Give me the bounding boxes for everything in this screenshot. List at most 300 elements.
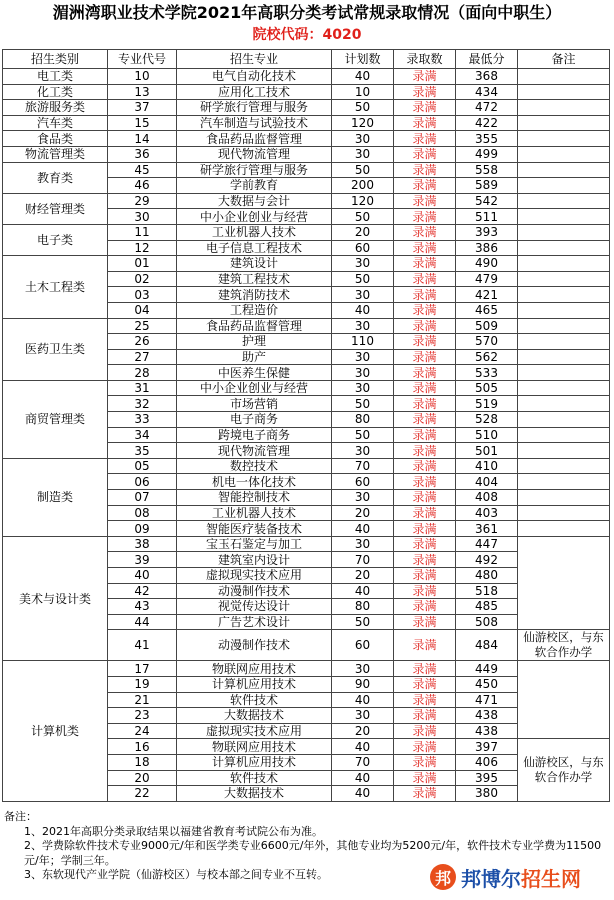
note-cell [518,458,610,474]
header-category: 招生类别 [3,50,108,69]
header-plan: 计划数 [332,50,394,69]
major-name-cell: 工业机器人技术 [177,224,332,240]
note-cell [518,380,610,396]
min-score-cell: 570 [456,334,518,350]
major-name-cell: 大数据技术 [177,786,332,802]
major-name-cell: 中医养生保健 [177,365,332,381]
major-code-cell: 25 [108,318,177,334]
major-code-cell: 40 [108,568,177,584]
major-name-cell: 现代物流管理 [177,443,332,459]
header-major: 招生专业 [177,50,332,69]
major-code-cell: 32 [108,396,177,412]
plan-count-cell: 30 [332,349,394,365]
major-name-cell: 食品药品监督管理 [177,131,332,147]
status-cell: 录满 [394,614,456,630]
status-cell: 录满 [394,552,456,568]
status-cell: 录满 [394,474,456,490]
plan-count-cell: 50 [332,162,394,178]
min-score-cell: 518 [456,583,518,599]
major-code-cell: 20 [108,770,177,786]
plan-count-cell: 50 [332,427,394,443]
plan-count-cell: 60 [332,630,394,661]
plan-count-cell: 40 [332,69,394,85]
major-name-cell: 建筑消防技术 [177,287,332,303]
note-cell [518,427,610,443]
status-cell: 录满 [394,365,456,381]
major-code-cell: 24 [108,723,177,739]
major-name-cell: 动漫制作技术 [177,630,332,661]
note-cell [518,334,610,350]
major-code-cell: 38 [108,536,177,552]
plan-count-cell: 50 [332,209,394,225]
plan-count-cell: 40 [332,770,394,786]
plan-count-cell: 40 [332,521,394,537]
min-score-cell: 505 [456,380,518,396]
plan-count-cell: 30 [332,287,394,303]
min-score-cell: 484 [456,630,518,661]
header-status: 录取数 [394,50,456,69]
min-score-cell: 465 [456,302,518,318]
min-score-cell: 421 [456,287,518,303]
major-name-cell: 广告艺术设计 [177,614,332,630]
major-code-cell: 31 [108,380,177,396]
note-cell [518,256,610,272]
status-cell: 录满 [394,84,456,100]
status-cell: 录满 [394,521,456,537]
major-name-cell: 电子信息工程技术 [177,240,332,256]
major-name-cell: 机电一体化技术 [177,474,332,490]
min-score-cell: 528 [456,412,518,428]
status-cell: 录满 [394,536,456,552]
status-cell: 录满 [394,271,456,287]
brand-text: 邦博尔招生网 [461,866,581,891]
major-name-cell: 中小企业创业与经营 [177,209,332,225]
plan-count-cell: 40 [332,583,394,599]
min-score-cell: 393 [456,224,518,240]
major-name-cell: 工业机器人技术 [177,505,332,521]
category-cell: 旅游服务类 [3,100,108,116]
plan-count-cell: 120 [332,193,394,209]
status-cell: 录满 [394,256,456,272]
major-code-cell: 13 [108,84,177,100]
major-code-cell: 39 [108,552,177,568]
status-cell: 录满 [394,661,456,677]
plan-count-cell: 90 [332,676,394,692]
plan-count-cell: 30 [332,708,394,724]
major-code-cell: 27 [108,349,177,365]
table-row [3,69,610,85]
min-score-cell: 386 [456,240,518,256]
min-score-cell: 490 [456,256,518,272]
major-code-cell: 45 [108,162,177,178]
major-name-cell: 中小企业创业与经营 [177,380,332,396]
major-code-cell: 14 [108,131,177,147]
status-cell: 录满 [394,412,456,428]
note-cell [518,146,610,162]
status-cell: 录满 [394,723,456,739]
major-name-cell: 数控技术 [177,458,332,474]
note-cell [518,84,610,100]
major-name-cell: 应用化工技术 [177,84,332,100]
category-cell: 物流管理类 [3,146,108,162]
status-cell: 录满 [394,490,456,506]
min-score-cell: 562 [456,349,518,365]
status-cell: 录满 [394,427,456,443]
school-code-label: 院校代码： [252,27,323,43]
note-cell [518,365,610,381]
category-cell: 汽车类 [3,115,108,131]
min-score-cell: 485 [456,599,518,615]
major-code-cell: 17 [108,661,177,677]
category-cell: 食品类 [3,131,108,147]
major-code-cell: 18 [108,754,177,770]
table-row [3,146,610,162]
category-cell: 美术与设计类 [3,536,108,661]
note-cell [518,178,610,194]
plan-count-cell: 50 [332,100,394,116]
plan-count-cell: 30 [332,443,394,459]
min-score-cell: 589 [456,178,518,194]
min-score-cell: 501 [456,443,518,459]
status-cell: 录满 [394,599,456,615]
major-code-cell: 42 [108,583,177,599]
min-score-cell: 361 [456,521,518,537]
min-score-cell: 558 [456,162,518,178]
brand-logo-icon: 邦 [430,864,456,890]
plan-count-cell: 20 [332,505,394,521]
plan-count-cell: 70 [332,458,394,474]
major-name-cell: 护理 [177,334,332,350]
plan-count-cell: 20 [332,723,394,739]
table-row [3,458,610,474]
min-score-cell: 403 [456,505,518,521]
min-score-cell: 397 [456,739,518,755]
major-code-cell: 35 [108,443,177,459]
status-cell: 录满 [394,396,456,412]
note-cell [518,318,610,334]
school-code-value: 4020 [322,27,362,43]
min-score-cell: 472 [456,100,518,116]
admission-table [2,49,610,802]
major-code-cell: 05 [108,458,177,474]
note-cell [518,661,610,739]
major-name-cell: 物联网应用技术 [177,661,332,677]
status-cell: 录满 [394,224,456,240]
footnote-heading: 备注： [4,810,37,823]
table-row [3,115,610,131]
note-cell: 仙游校区，与东软合作办学 [518,739,610,801]
table-row [3,256,610,272]
major-name-cell: 物联网应用技术 [177,739,332,755]
major-name-cell: 建筑设计 [177,256,332,272]
plan-count-cell: 70 [332,552,394,568]
category-cell: 电工类 [3,69,108,85]
status-cell: 录满 [394,162,456,178]
status-cell: 录满 [394,178,456,194]
plan-count-cell: 50 [332,396,394,412]
plan-count-cell: 40 [332,786,394,802]
plan-count-cell: 30 [332,365,394,381]
school-code [0,25,614,45]
major-code-cell: 06 [108,474,177,490]
major-name-cell: 智能医疗装备技术 [177,521,332,537]
plan-count-cell: 50 [332,271,394,287]
min-score-cell: 380 [456,786,518,802]
plan-count-cell: 60 [332,240,394,256]
major-code-cell: 01 [108,256,177,272]
plan-count-cell: 50 [332,614,394,630]
note-cell [518,536,610,630]
note-cell [518,115,610,131]
note-cell [518,69,610,85]
min-score-cell: 480 [456,568,518,584]
major-name-cell: 建筑工程技术 [177,271,332,287]
footnote-1: 1、2021年高职分类录取结果以福建省教育考试院公布为准。 [24,824,323,838]
major-code-cell: 36 [108,146,177,162]
category-cell: 土木工程类 [3,256,108,318]
major-name-cell: 视觉传达设计 [177,599,332,615]
status-cell: 录满 [394,287,456,303]
min-score-cell: 509 [456,318,518,334]
plan-count-cell: 20 [332,224,394,240]
status-cell: 录满 [394,708,456,724]
footnote-3: 3、东软现代产业学院（仙游校区）与校本部之间专业不互转。 [24,868,328,881]
status-cell: 录满 [394,100,456,116]
category-cell: 计算机类 [3,661,108,801]
plan-count-cell: 20 [332,568,394,584]
major-name-cell: 大数据与会计 [177,193,332,209]
major-code-cell: 19 [108,676,177,692]
major-code-cell: 12 [108,240,177,256]
min-score-cell: 471 [456,692,518,708]
major-code-cell: 09 [108,521,177,537]
min-score-cell: 510 [456,427,518,443]
major-name-cell: 电气自动化技术 [177,69,332,85]
major-name-cell: 市场营销 [177,396,332,412]
category-cell: 财经管理类 [3,193,108,224]
major-name-cell: 计算机应用技术 [177,676,332,692]
table-row [3,536,610,552]
category-cell: 制造类 [3,458,108,536]
major-code-cell: 43 [108,599,177,615]
min-score-cell: 438 [456,708,518,724]
major-name-cell: 跨境电子商务 [177,427,332,443]
status-cell: 录满 [394,770,456,786]
note-cell [518,100,610,116]
note-cell: 仙游校区，与东软合作办学 [518,630,610,661]
status-cell: 录满 [394,209,456,225]
status-cell: 录满 [394,739,456,755]
status-cell: 录满 [394,754,456,770]
major-name-cell: 研学旅行管理与服务 [177,162,332,178]
note-cell [518,412,610,428]
status-cell: 录满 [394,318,456,334]
major-name-cell: 建筑室内设计 [177,552,332,568]
plan-count-cell: 40 [332,739,394,755]
major-code-cell: 16 [108,739,177,755]
status-cell: 录满 [394,692,456,708]
plan-count-cell: 40 [332,692,394,708]
min-score-cell: 408 [456,490,518,506]
min-score-cell: 519 [456,396,518,412]
table-row [3,193,610,209]
min-score-cell: 404 [456,474,518,490]
note-cell [518,396,610,412]
major-code-cell: 34 [108,427,177,443]
min-score-cell: 434 [456,84,518,100]
category-cell: 化工类 [3,84,108,100]
min-score-cell: 410 [456,458,518,474]
major-code-cell: 29 [108,193,177,209]
status-cell: 录满 [394,583,456,599]
min-score-cell: 479 [456,271,518,287]
major-code-cell: 04 [108,302,177,318]
major-code-cell: 44 [108,614,177,630]
major-code-cell: 15 [108,115,177,131]
major-code-cell: 02 [108,271,177,287]
status-cell: 录满 [394,786,456,802]
min-score-cell: 395 [456,770,518,786]
status-cell: 录满 [394,240,456,256]
major-code-cell: 21 [108,692,177,708]
min-score-cell: 438 [456,723,518,739]
plan-count-cell: 30 [332,661,394,677]
major-name-cell: 智能控制技术 [177,490,332,506]
note-cell [518,490,610,506]
plan-count-cell: 30 [332,380,394,396]
major-code-cell: 41 [108,630,177,661]
major-name-cell: 汽车制造与试验技术 [177,115,332,131]
plan-count-cell: 70 [332,754,394,770]
major-name-cell: 软件技术 [177,770,332,786]
table-header-row [3,50,610,69]
note-cell [518,521,610,537]
min-score-cell: 542 [456,193,518,209]
min-score-cell: 406 [456,754,518,770]
status-cell: 录满 [394,458,456,474]
plan-count-cell: 80 [332,599,394,615]
status-cell: 录满 [394,676,456,692]
table-row [3,380,610,396]
status-cell: 录满 [394,568,456,584]
major-name-cell: 助产 [177,349,332,365]
plan-count-cell: 80 [332,412,394,428]
major-name-cell: 计算机应用技术 [177,754,332,770]
status-cell: 录满 [394,349,456,365]
status-cell: 录满 [394,115,456,131]
major-name-cell: 研学旅行管理与服务 [177,100,332,116]
table-row [3,224,610,240]
major-code-cell: 33 [108,412,177,428]
min-score-cell: 450 [456,676,518,692]
major-name-cell: 虚拟现实技术应用 [177,568,332,584]
plan-count-cell: 30 [332,256,394,272]
category-cell: 商贸管理类 [3,380,108,458]
note-cell [518,271,610,287]
major-name-cell: 食品药品监督管理 [177,318,332,334]
header-min-score: 最低分 [456,50,518,69]
major-name-cell: 动漫制作技术 [177,583,332,599]
min-score-cell: 533 [456,365,518,381]
note-cell [518,474,610,490]
header-code: 专业代号 [108,50,177,69]
note-cell [518,162,610,178]
min-score-cell: 508 [456,614,518,630]
header-note: 备注 [518,50,610,69]
status-cell: 录满 [394,131,456,147]
min-score-cell: 492 [456,552,518,568]
min-score-cell: 511 [456,209,518,225]
min-score-cell: 447 [456,536,518,552]
table-row [3,661,610,677]
plan-count-cell: 30 [332,536,394,552]
status-cell: 录满 [394,146,456,162]
plan-count-cell: 30 [332,131,394,147]
major-name-cell: 大数据技术 [177,708,332,724]
status-cell: 录满 [394,334,456,350]
note-cell [518,224,610,240]
status-cell: 录满 [394,505,456,521]
major-code-cell: 46 [108,178,177,194]
major-name-cell: 工程造价 [177,302,332,318]
table-row [3,131,610,147]
status-cell: 录满 [394,193,456,209]
major-name-cell: 虚拟现实技术应用 [177,723,332,739]
note-cell [518,443,610,459]
major-name-cell: 宝玉石鉴定与加工 [177,536,332,552]
major-code-cell: 26 [108,334,177,350]
status-cell: 录满 [394,302,456,318]
plan-count-cell: 60 [332,474,394,490]
category-cell: 电子类 [3,224,108,255]
plan-count-cell: 120 [332,115,394,131]
major-code-cell: 08 [108,505,177,521]
note-cell [518,193,610,209]
plan-count-cell: 10 [332,84,394,100]
major-code-cell: 37 [108,100,177,116]
major-name-cell: 现代物流管理 [177,146,332,162]
footnote-2: 2、学费除软件技术专业9000元/年和医学类专业6600元/年外，其他专业均为5200元/年，软件技术专业学费为11500元/年；学制三年。 [24,839,602,867]
plan-count-cell: 30 [332,146,394,162]
major-code-cell: 11 [108,224,177,240]
plan-count-cell: 110 [332,334,394,350]
note-cell [518,209,610,225]
category-cell: 医药卫生类 [3,318,108,380]
major-code-cell: 07 [108,490,177,506]
min-score-cell: 499 [456,146,518,162]
plan-count-cell: 40 [332,302,394,318]
status-cell: 录满 [394,69,456,85]
note-cell [518,240,610,256]
major-name-cell: 学前教育 [177,178,332,194]
plan-count-cell: 30 [332,490,394,506]
note-cell [518,349,610,365]
min-score-cell: 422 [456,115,518,131]
major-code-cell: 30 [108,209,177,225]
category-cell: 教育类 [3,162,108,193]
major-code-cell: 28 [108,365,177,381]
table-row [3,318,610,334]
major-code-cell: 22 [108,786,177,802]
major-code-cell: 03 [108,287,177,303]
min-score-cell: 368 [456,69,518,85]
note-cell [518,131,610,147]
major-name-cell: 电子商务 [177,412,332,428]
table-row [3,84,610,100]
table-row [3,162,610,178]
status-cell: 录满 [394,630,456,661]
major-code-cell: 10 [108,69,177,85]
